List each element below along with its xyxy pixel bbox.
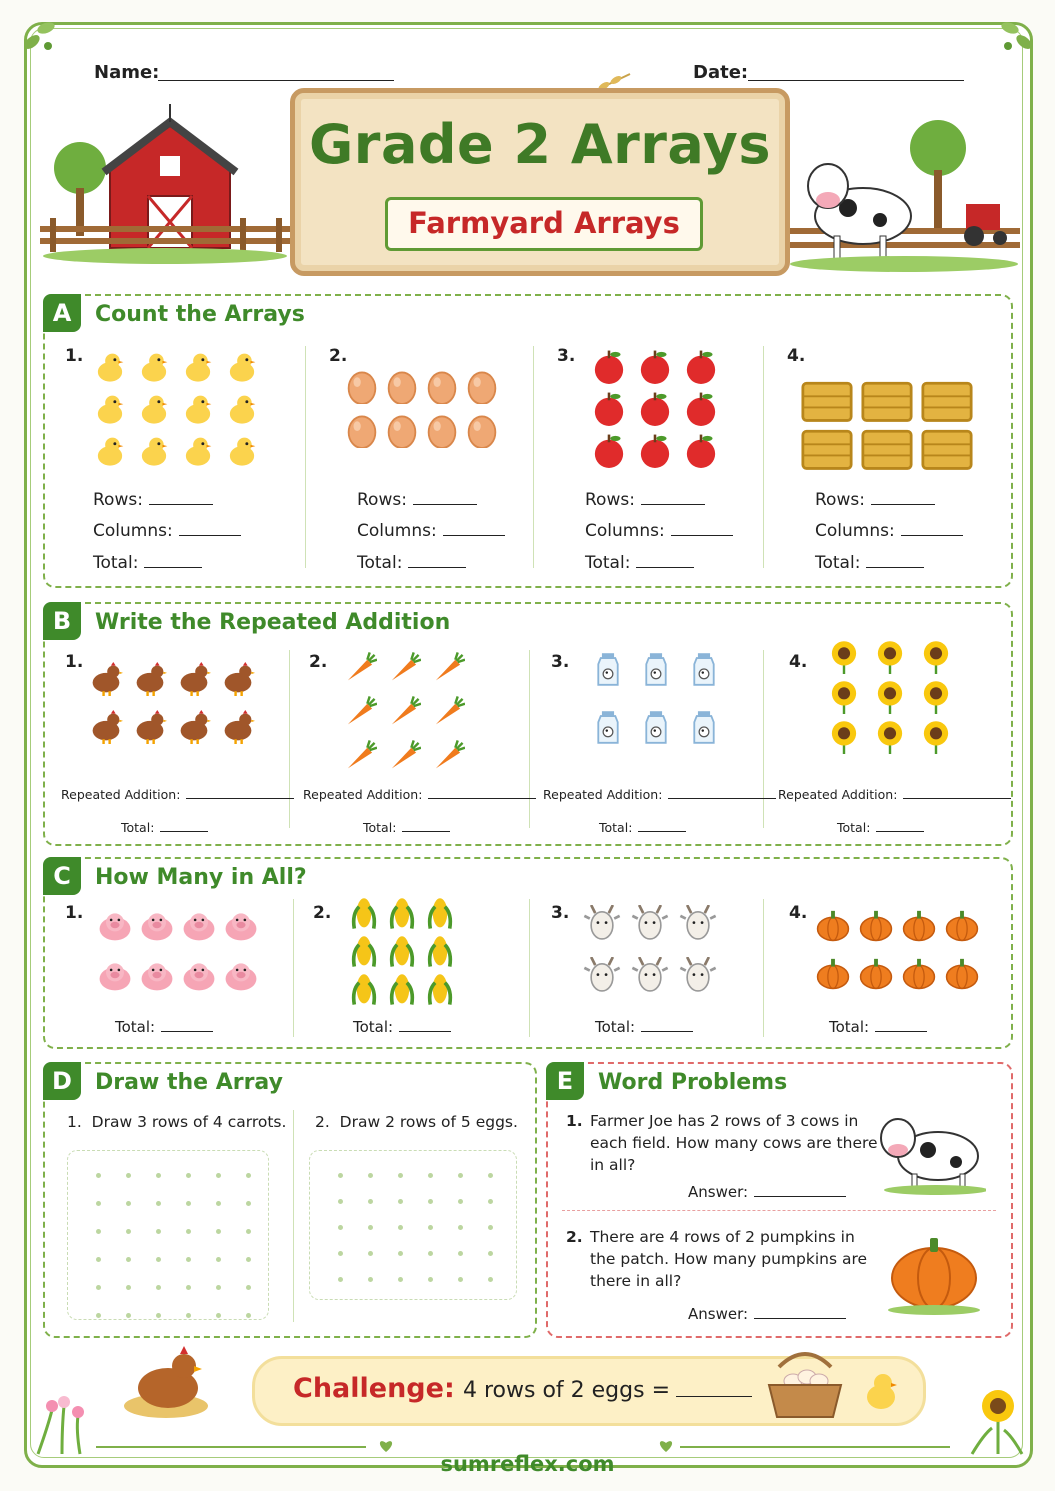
grid-dot — [186, 1173, 191, 1178]
barn-icon — [40, 98, 290, 268]
section-b — [43, 602, 1013, 846]
milk-bottle-icon — [591, 710, 625, 744]
rows-field: Rows: — [93, 490, 213, 510]
pumpkin-icon — [944, 907, 980, 943]
grid-dot — [428, 1277, 433, 1282]
grid-dot — [428, 1199, 433, 1204]
sunflower-icon — [873, 640, 907, 674]
hen-icon — [177, 710, 211, 744]
total-field-blank[interactable] — [144, 553, 202, 568]
sunflower-icon — [919, 720, 953, 754]
section-c — [43, 857, 1013, 1049]
grid-dot — [156, 1313, 161, 1318]
carrot-icon — [343, 650, 377, 684]
goat-icon — [679, 957, 717, 995]
word-problem-2-number: 2. — [566, 1228, 583, 1246]
column-divider — [293, 899, 294, 1037]
total-field: Total: — [115, 1017, 213, 1036]
pig-icon — [139, 957, 175, 993]
milk-bottle-icon — [591, 652, 625, 686]
word-problem-2-text: There are 4 rows of 2 pumpkins in the patch. How many pumpkins are there in all? — [590, 1228, 868, 1290]
subtitle-ribbon — [385, 197, 703, 251]
corn-icon — [385, 973, 419, 1007]
total-field-blank[interactable] — [866, 553, 924, 568]
column-divider — [305, 346, 306, 568]
title-sign — [290, 88, 790, 276]
challenge-answer-blank[interactable] — [676, 1378, 752, 1397]
grid-dot — [458, 1199, 463, 1204]
grid-dot — [96, 1257, 101, 1262]
pig-icon — [97, 957, 133, 993]
pumpkin-icon — [858, 907, 894, 943]
hen-icon — [133, 710, 167, 744]
repeated-addition-field: Repeated Addition: — [778, 784, 1011, 802]
repeated-addition-field-blank[interactable] — [668, 784, 776, 799]
problem-number: 4. — [789, 652, 808, 672]
grid-dot — [96, 1229, 101, 1234]
milk-bottle-icon — [687, 652, 721, 686]
chick-icon — [861, 1369, 901, 1413]
grid-dot — [458, 1251, 463, 1256]
grid-dot — [338, 1225, 343, 1230]
total-field: Total: — [595, 1017, 693, 1036]
chick-icon — [225, 434, 259, 468]
corn-icon — [347, 935, 381, 969]
sunflower-icon — [962, 1382, 1032, 1456]
chick-icon — [93, 350, 127, 384]
hen-icon — [89, 710, 123, 744]
grid-dot — [126, 1173, 131, 1178]
grid-dot — [126, 1229, 131, 1234]
problem-number: 4. — [789, 903, 808, 923]
total-field: Total: — [93, 553, 202, 573]
grid-dot — [488, 1277, 493, 1282]
egg-icon — [425, 414, 459, 448]
word-problem-1-number: 1. — [566, 1112, 583, 1130]
sunflower-icon — [827, 640, 861, 674]
total-field: Total: — [829, 1017, 927, 1036]
name-blank[interactable] — [158, 80, 394, 81]
columns-field: Columns: — [585, 521, 733, 541]
hay-bale-icon — [861, 374, 913, 426]
pumpkin-icon — [901, 907, 937, 943]
corn-icon — [423, 973, 457, 1007]
corn-icon — [347, 897, 381, 931]
answer-blank[interactable] — [754, 1304, 846, 1319]
rows-field-blank[interactable] — [413, 490, 477, 505]
grid-dot — [488, 1199, 493, 1204]
columns-field: Columns: — [93, 521, 241, 541]
total-field-blank[interactable] — [641, 1017, 693, 1032]
sunflower-icon — [919, 680, 953, 714]
grid-dot — [398, 1225, 403, 1230]
carrot-icon — [431, 694, 465, 728]
apple-icon — [591, 432, 627, 468]
total-field-blank[interactable] — [875, 1017, 927, 1032]
egg-icon — [345, 414, 379, 448]
repeated-addition-field-blank[interactable] — [186, 784, 294, 799]
problem-number: 3. — [551, 903, 570, 923]
column-divider — [763, 899, 764, 1037]
goat-icon — [631, 957, 669, 995]
hay-bale-icon — [921, 422, 973, 474]
grid-dot — [398, 1173, 403, 1178]
egg-icon — [345, 370, 379, 404]
total-field: Total: — [815, 553, 924, 573]
grid-dot — [216, 1257, 221, 1262]
word-problem-1-text: Farmer Joe has 2 rows of 3 cows in each field. How many cows are there in all? — [590, 1112, 878, 1174]
egg-icon — [385, 370, 419, 404]
page-subtitle: Farmyard Arrays — [408, 206, 680, 240]
corn-icon — [423, 897, 457, 931]
footer-rule-right — [680, 1446, 950, 1448]
columns-field: Columns: — [357, 521, 505, 541]
draw-problem-2: 2. Draw 2 rows of 5 eggs. — [315, 1113, 518, 1131]
section-b-title: Write the Repeated Addition — [95, 610, 451, 635]
grid-dot — [398, 1251, 403, 1256]
grid-dot — [126, 1257, 131, 1262]
chick-icon — [93, 434, 127, 468]
milk-bottle-icon — [639, 710, 673, 744]
carrot-icon — [431, 738, 465, 772]
section-c-title: How Many in All? — [95, 865, 307, 890]
corner-leaf-icon — [18, 16, 68, 66]
grid-dot — [428, 1173, 433, 1178]
grid-dot — [216, 1201, 221, 1206]
problem-number: 4. — [787, 346, 806, 366]
section-a-badge: A — [43, 294, 81, 332]
hen-icon — [221, 710, 255, 744]
goat-icon — [583, 905, 621, 943]
grid-dot — [338, 1277, 343, 1282]
repeated-addition-field-blank[interactable] — [903, 784, 1011, 799]
grid-dot — [398, 1277, 403, 1282]
pig-icon — [181, 957, 217, 993]
sunflower-icon — [873, 680, 907, 714]
grid-dot — [338, 1251, 343, 1256]
chick-icon — [93, 392, 127, 426]
total-field-blank[interactable] — [160, 817, 208, 832]
chick-icon — [181, 434, 215, 468]
columns-field: Columns: — [815, 521, 963, 541]
total-field-blank[interactable] — [638, 817, 686, 832]
grid-dot — [156, 1173, 161, 1178]
pig-icon — [223, 957, 259, 993]
chick-icon — [137, 434, 171, 468]
apple-icon — [591, 348, 627, 384]
challenge-text: 4 rows of 2 eggs = — [463, 1378, 752, 1403]
pig-icon — [181, 907, 217, 943]
hay-bale-icon — [801, 374, 853, 426]
grid-dot — [156, 1229, 161, 1234]
apple-icon — [683, 432, 719, 468]
total-field-blank[interactable] — [408, 553, 466, 568]
carrot-icon — [431, 650, 465, 684]
grid-dot — [458, 1173, 463, 1178]
rows-field-blank[interactable] — [149, 490, 213, 505]
columns-field-blank[interactable] — [671, 521, 733, 536]
date-blank[interactable] — [748, 80, 964, 81]
carrot-icon — [343, 738, 377, 772]
pumpkin-icon — [815, 955, 851, 991]
column-divider — [763, 346, 764, 568]
grid-dot — [246, 1257, 251, 1262]
footer-site: sumreflex.com — [440, 1452, 615, 1476]
hen-nest-icon — [118, 1344, 214, 1422]
carrot-icon — [387, 738, 421, 772]
grid-dot — [428, 1225, 433, 1230]
total-field: Total: — [599, 817, 686, 835]
section-d-title: Draw the Array — [95, 1070, 283, 1095]
grid-dot — [186, 1313, 191, 1318]
total-field-blank[interactable] — [402, 817, 450, 832]
carrot-icon — [343, 694, 377, 728]
section-d-badge: D — [43, 1062, 81, 1100]
apple-icon — [683, 390, 719, 426]
column-divider — [293, 1110, 294, 1322]
grid-dot — [96, 1285, 101, 1290]
chick-icon — [225, 392, 259, 426]
repeated-addition-field-blank[interactable] — [428, 784, 536, 799]
grid-dot — [126, 1201, 131, 1206]
egg-basket-icon — [763, 1349, 847, 1423]
pumpkin-icon — [815, 907, 851, 943]
corn-icon — [385, 897, 419, 931]
word-problem-1-answer: Answer: — [688, 1182, 846, 1201]
goat-icon — [679, 905, 717, 943]
problem-number: 2. — [329, 346, 348, 366]
grid-dot — [96, 1313, 101, 1318]
cow-icon — [876, 1104, 986, 1196]
rows-field: Rows: — [815, 490, 935, 510]
corn-icon — [347, 973, 381, 1007]
grid-dot — [458, 1225, 463, 1230]
draw-area-2[interactable] — [309, 1150, 517, 1300]
grid-dot — [216, 1173, 221, 1178]
grid-dot — [368, 1225, 373, 1230]
hay-bale-icon — [801, 422, 853, 474]
date-label: Date: — [693, 62, 749, 83]
chick-icon — [181, 350, 215, 384]
pumpkin-icon — [884, 1232, 984, 1316]
sunflower-icon — [827, 680, 861, 714]
grid-dot — [398, 1199, 403, 1204]
cow-tractor-icon — [788, 108, 1020, 274]
section-c-badge: C — [43, 857, 81, 895]
problem-number: 3. — [551, 652, 570, 672]
grid-dot — [126, 1313, 131, 1318]
grid-dot — [338, 1199, 343, 1204]
grid-dot — [186, 1201, 191, 1206]
page-title: Grade 2 Arrays — [308, 113, 772, 176]
goat-icon — [583, 957, 621, 995]
carrot-icon — [387, 650, 421, 684]
total-field: Total: — [585, 553, 694, 573]
name-label: Name: — [94, 62, 160, 83]
grid-dot — [216, 1229, 221, 1234]
chick-icon — [181, 392, 215, 426]
word-problem-2-answer: Answer: — [688, 1304, 846, 1323]
repeated-addition-field: Repeated Addition: — [303, 784, 536, 802]
grid-dot — [488, 1251, 493, 1256]
egg-icon — [465, 414, 499, 448]
corner-leaf-icon — [990, 16, 1040, 66]
section-d — [43, 1062, 537, 1338]
challenge-label: Challenge: — [293, 1373, 455, 1404]
apple-icon — [637, 432, 673, 468]
grid-dot — [96, 1201, 101, 1206]
milk-bottle-icon — [639, 652, 673, 686]
section-a-title: Count the Arrays — [95, 302, 305, 327]
flower-icon — [28, 1386, 94, 1456]
grid-dot — [488, 1225, 493, 1230]
answer-blank[interactable] — [754, 1182, 846, 1197]
pumpkin-icon — [901, 955, 937, 991]
grid-dot — [216, 1313, 221, 1318]
section-e — [546, 1062, 1013, 1338]
column-divider — [533, 346, 534, 568]
column-divider — [529, 899, 530, 1037]
egg-icon — [465, 370, 499, 404]
total-field: Total: — [363, 817, 450, 835]
grid-dot — [186, 1257, 191, 1262]
goat-icon — [631, 905, 669, 943]
grid-dot — [126, 1285, 131, 1290]
corn-icon — [385, 935, 419, 969]
problem-number: 1. — [65, 903, 84, 923]
apple-icon — [683, 348, 719, 384]
sunflower-icon — [873, 720, 907, 754]
apple-icon — [637, 390, 673, 426]
grid-dot — [428, 1251, 433, 1256]
grid-dot — [338, 1173, 343, 1178]
hen-icon — [177, 662, 211, 696]
grid-dot — [246, 1313, 251, 1318]
grid-dot — [368, 1199, 373, 1204]
grid-dot — [186, 1229, 191, 1234]
problem-number: 1. — [65, 652, 84, 672]
hay-bale-icon — [861, 422, 913, 474]
grid-dot — [368, 1173, 373, 1178]
problem-number: 1. — [65, 346, 84, 366]
grid-dot — [246, 1173, 251, 1178]
problem-number: 2. — [313, 903, 332, 923]
grid-dot — [96, 1173, 101, 1178]
pumpkin-icon — [858, 955, 894, 991]
columns-field-blank[interactable] — [901, 521, 963, 536]
carrot-icon — [387, 694, 421, 728]
chick-icon — [225, 350, 259, 384]
hen-icon — [89, 662, 123, 696]
rows-field: Rows: — [585, 490, 705, 510]
total-field: Total: — [357, 553, 466, 573]
grid-dot — [156, 1201, 161, 1206]
repeated-addition-field: Repeated Addition: — [543, 784, 776, 802]
apple-icon — [591, 390, 627, 426]
section-a — [43, 294, 1013, 588]
chick-icon — [137, 392, 171, 426]
grid-dot — [246, 1229, 251, 1234]
section-e-badge: E — [546, 1062, 584, 1100]
problem-number: 2. — [309, 652, 328, 672]
rows-field: Rows: — [357, 490, 477, 510]
total-field-blank[interactable] — [636, 553, 694, 568]
pig-icon — [97, 907, 133, 943]
total-field-blank[interactable] — [399, 1017, 451, 1032]
footer-rule-left — [96, 1446, 366, 1448]
chick-icon — [137, 350, 171, 384]
sunflower-icon — [919, 640, 953, 674]
grid-dot — [458, 1277, 463, 1282]
rows-field-blank[interactable] — [641, 490, 705, 505]
egg-icon — [385, 414, 419, 448]
columns-field-blank[interactable] — [443, 521, 505, 536]
total-field-blank[interactable] — [876, 817, 924, 832]
sunflower-icon — [827, 720, 861, 754]
total-field: Total: — [353, 1017, 451, 1036]
pig-icon — [139, 907, 175, 943]
hen-icon — [133, 662, 167, 696]
total-field-blank[interactable] — [161, 1017, 213, 1032]
grid-dot — [246, 1285, 251, 1290]
problem-divider — [562, 1210, 996, 1211]
total-field: Total: — [837, 817, 924, 835]
apple-icon — [637, 348, 673, 384]
hen-icon — [221, 662, 255, 696]
total-field: Total: — [121, 817, 208, 835]
corn-icon — [423, 935, 457, 969]
problem-number: 3. — [557, 346, 576, 366]
challenge-banner — [252, 1356, 926, 1426]
grid-dot — [246, 1201, 251, 1206]
draw-area-1[interactable] — [67, 1150, 269, 1320]
milk-bottle-icon — [687, 710, 721, 744]
grid-dot — [488, 1173, 493, 1178]
egg-icon — [425, 370, 459, 404]
grid-dot — [216, 1285, 221, 1290]
grid-dot — [368, 1251, 373, 1256]
pumpkin-icon — [944, 955, 980, 991]
grid-dot — [156, 1257, 161, 1262]
repeated-addition-field: Repeated Addition: — [61, 784, 294, 802]
draw-problem-1: 1. Draw 3 rows of 4 carrots. — [67, 1113, 287, 1131]
pig-icon — [223, 907, 259, 943]
grid-dot — [156, 1285, 161, 1290]
section-b-badge: B — [43, 602, 81, 640]
section-e-title: Word Problems — [598, 1070, 788, 1095]
columns-field-blank[interactable] — [179, 521, 241, 536]
grid-dot — [186, 1285, 191, 1290]
rows-field-blank[interactable] — [871, 490, 935, 505]
hay-bale-icon — [921, 374, 973, 426]
grid-dot — [368, 1277, 373, 1282]
